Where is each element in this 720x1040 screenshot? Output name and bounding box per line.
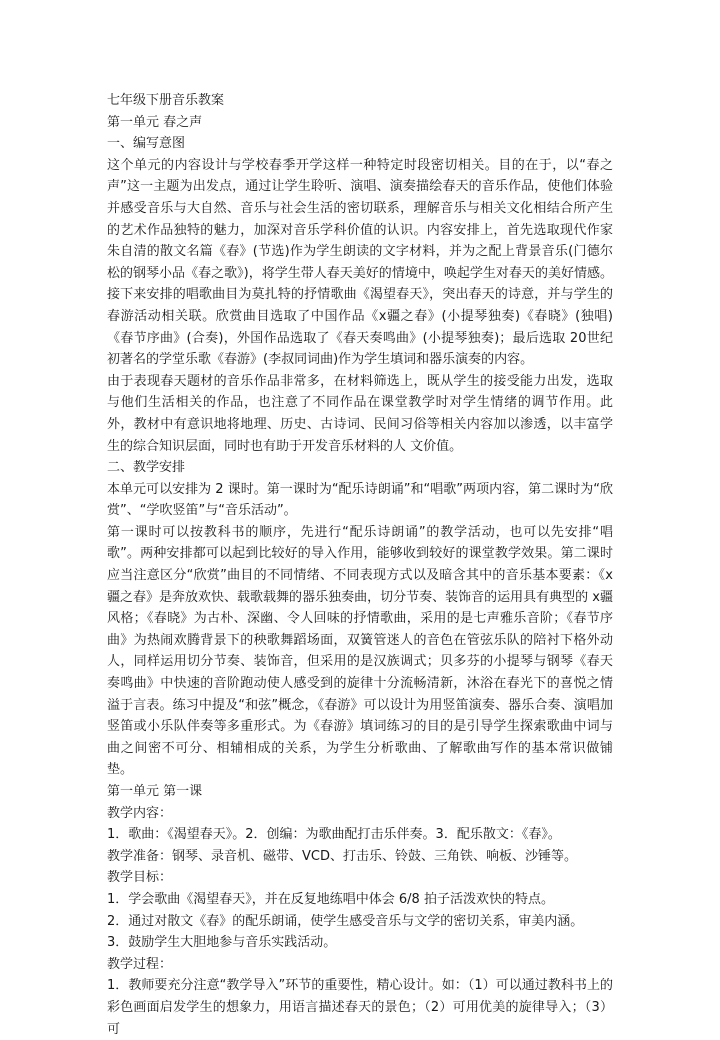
teaching-process-label: 教学过程： xyxy=(107,956,173,972)
section-heading-arrangement: 二、教学安排 xyxy=(107,460,186,476)
paragraph-arrangement-2: 第一课时可以按教科书的顺序，先进行“配乐诗朗诵”的教学活动，也可以先安排“唱歌”。两种安排都可以起到比较好的导入作用，能够收到较好的课堂教学效果。第二课时应当注意区分“欣赏”曲目的不同情绪、不同表现方式以及暗含其中的音乐基本要素：《x疆之春》是奔放欢快、载歌载舞的器乐独奏曲，切分节奏、装饰音的运用具有典型的 x疆风格；《春晓》为古朴、深幽、令人回味的抒情歌曲，采用的是七声雅乐音阶；《春节序曲》为热闹欢腾背景下的秧歌舞蹈场面，双簧管迷人的音色在管弦乐队的陪衬下格外动人，同样运用切分节奏、装饰音，但采用的是汉族调式；贝多芬的小提琴与钢琴《春天奏鸣曲》中快速的音阶跑动使人感受到的旋律十分流畅清新，沐浴在春光下的喜悦之情溢于言表。练习中提及“和弦”概念，《春游》可以设计为用竖笛演奏、器乐合奏、演唱加竖笛或小乐队伴奏等多重形式。为《春游》填词练习的目的是引导学生探索歌曲中词与曲之间密不可分、相辅相成的关系，为学生分析歌曲、了解歌曲写作的基本常识做铺垫。 xyxy=(107,524,613,778)
teaching-preparation: 教学准备：钢琴、录音机、磁带、VCD、打击乐、铃鼓、三角铁、响板、沙锤等。 xyxy=(107,848,577,864)
teaching-goal-item: 3．鼓励学生大胆地参与音乐实践活动。 xyxy=(107,935,337,951)
teaching-process-paragraph: 1．教师要充分注意“教学导入”环节的重要性，精心设计。如：（1）可以通过教科书上的彩色画面启发学生的想象力，用语言描述春天的景色；（2）可用优美的旋律导入；（3）可 xyxy=(107,978,613,1037)
section-heading-intent: 一、编写意图 xyxy=(107,136,186,152)
teaching-content-label: 教学内容： xyxy=(107,805,173,821)
teaching-goal-item: 2．通过对散文《春》的配乐朗诵，使学生感受音乐与文学的密切关系，审美内涵。 xyxy=(107,913,584,929)
document-title: 七年级下册音乐教案 xyxy=(107,93,225,108)
teaching-goals-label: 教学目标： xyxy=(107,870,173,886)
paragraph-arrangement-1: 本单元可以安排为 2 课时。第一课时为“配乐诗朗诵”和“唱歌”两项内容，第二课时为“欣赏”、“学吹竖笛”与“音乐活动”。 xyxy=(107,481,613,519)
teaching-goal-item: 1．学会歌曲《渴望春天》，并在反复地练唱中体会 6/8 拍子活泼欢快的特点。 xyxy=(107,891,554,907)
unit-title: 第一单元 春之声 xyxy=(107,114,203,130)
lesson-heading: 第一单元 第一课 xyxy=(107,784,203,799)
document-body xyxy=(107,90,613,1040)
paragraph-intent-2: 由于表现春天题材的音乐作品非常多，在材料筛选上，既从学生的接受能力出发，选取与他们生活相关的作品，也注意了不同作品在课堂教学时对学生情绪的调节作用。此外，教材中有意识地将地理、历史、古诗词、民间习俗等相关内容加以渗透，以丰富学生的综合知识层面，同时也有助于开发音乐材料的人 文价值。 xyxy=(107,373,613,454)
paragraph-intent-1: 这个单元的内容设计与学校春季开学这样一种特定时段密切相关。目的在于，以“春之声”这一主题为出发点，通过让学生聆听、演唱、演奏描绘春天的音乐作品，使他们体验并感受音乐与大自然、音乐与社会生活的密切联系，理解音乐与相关文化相结合所产生的艺术作品独特的魅力，加深对音乐学科价值的认识。内容安排上，首先选取现代作家朱自清的散文名篇《春》(节选)作为学生朗读的文字材料，并为之配上背景音乐(门德尔松的钢琴小品《春之歌》)，将学生带人春天美好的情境中，唤起学生对春天的美好情感。接下来安排的唱歌曲目为莫扎特的抒情歌曲《渴望春天》，突出春天的诗意，并与学生的春游活动相关联。欣赏曲目选取了中国作品《x疆之春》(小提琴独奏)《春晓》(独唱)《春节序曲》(合奏)，外国作品选取了《春天奏鸣曲》(小提琴独奏)；最后选取 20世纪初著名的学堂乐歌《春游》(李叔同词曲)作为学生填词和器乐演奏的内容。 xyxy=(107,157,613,368)
teaching-content-items: 1．歌曲：《渴望春天》。2．创编：为歌曲配打击乐伴奏。3．配乐散文：《春》。 xyxy=(107,827,561,843)
